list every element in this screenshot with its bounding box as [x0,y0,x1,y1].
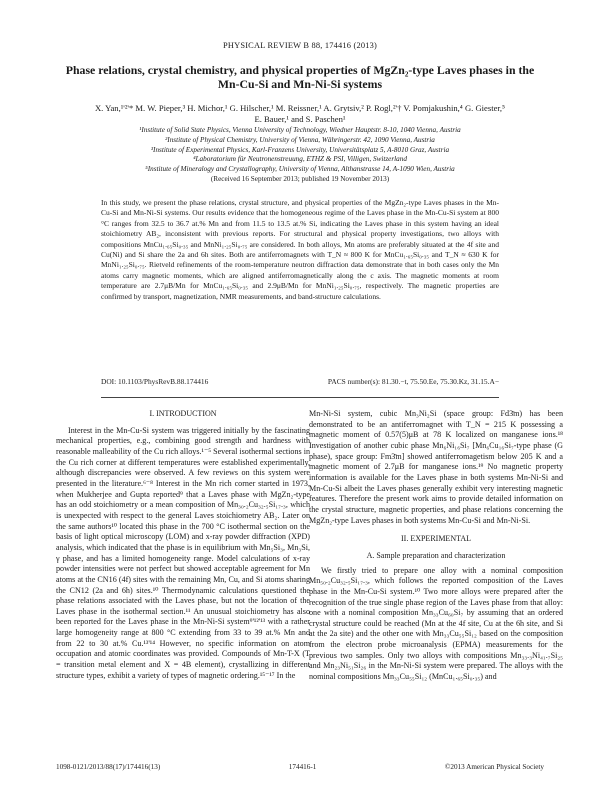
pacs-numbers: PACS number(s): 81.30.−t, 75.50.Ee, 75.30.Kz, 31.15.A− [327,377,499,386]
page-footer [56,763,544,771]
left-column [56,409,310,681]
running-header: PHYSICAL REVIEW B 88, 174416 (2013) [222,41,378,50]
sample-preparation-paragraph: We firstly tried to prepare one alloy with a nominal composition Mn₅₀.₂Cu₃₂.₅Si₁₇.₃, which follows the reported composition of the Laves phase in the Mn-Cu-Si system.¹⁰ Two more alloys were prepared after the recognition of the true single phase region of the Laves phase from that alloy: one with a nominal composition Mn₃₃Cu₆₀Si₇ by assuming that an ordered crystal structure could be reached (Mn at the 4f site, Cu at the 6h site, and Si at the 2a site) and the other one with Mn₃₃Cu₅₅Si₁₂ based on the composition from the electron probe microanalysis (EPMA) measurements for the previous two samples. Only two alloys with compositions Mn₃₃.₃Ni₄₁.₇Si₂₅ and Mn₂₃Ni₅₁Si₂₆ in the Mn-Ni-Si system were prepared. The alloys with the nominal compositions Mn₃₃Cu₅₅Si₁₂ (MnCu₁.₆₅Si₀.₃₅) and [309,565,563,682]
footer-page-number: 174416-1 [288,763,317,771]
affiliation-2: ²Institute of Physical Chemistry, University of Vienna, Währingerstr. 42, 1090 Vienna, Austria [165,135,435,144]
affiliation-5: ⁵Institute of Mineralogy and Crystallography, University of Vienna, Althanstrasse 14, A-1090 Wien, Austria [145,165,455,174]
introduction-continued-paragraph: Mn-Ni-Si system, cubic Mn₃Ni₂Si (space group: Fd3̄m) has been demonstrated to be an antiferromagnet with T_N = 215 K possessing a magnetic moment of 0.57(5)μB at 78 K localized on manganese ions.¹⁸ Investigation of another cubic phase Mn₆Ni₁₆Si₇ [Mn₆Cu₁₆Si₇-type phase (G phase), space group: Fm3̄m] showed antiferromagetism below 205 K and a magnetic moment of 2.7μB for manganese ions.¹⁹ No magnetic property information is available for the Laves phase in both systems Mn-Ni-Si and Mn-Cu-Si albeit the Laves phases generally exhibit very interesting magnetic features. Therefore the present work aims to provide detailed information on the crystal structure, magnetic properties, and phase relations concerning the MgZn₂-type Laves phases in both systems Mn-Cu-Si and Mn-Ni-Si. [309,409,563,525]
abstract-divider [101,397,499,398]
title-line-2: Mn-Cu-Si and Mn-Ni-Si systems [217,77,383,91]
author-list [44,103,556,125]
doi-pacs-line [101,377,499,386]
abstract: In this study, we present the phase relations, crystal structure, and physical properties of the MgZn₂-type Laves phases in the Mn-Cu-Si and Mn-Ni-Si systems. Our results evidence that the homogeneous regime of the Laves phase in the Mn-Cu-Si system at 800 °C ranges from 32.5 to 36.7 at.% Mn and from 11.5 to 13.5 at.% Si, indicating the Laves phase in this system having an ideal stoichiometry AB₂, inconsistent with previous reports. For structural and physical property investigations, two alloys with compositions MnCu₁.₆₅Si₀.₃₅ and MnNi₁.₂₅Si₀.₇₅ are considered. In both alloys, Mn atoms are preferably situated at the 4f site and Cu(Ni) and Si share the 2a and 6h sites. Both are antiferromagnets with T_N ≈ 800 K for MnCu₁.₆₅Si₀.₃₅ and T_N ≈ 630 K for MnNi₁.₂₅Si₀.₇₅. Rietveld refinements of the room-temperature neutron diffraction data demonstrate that in both cases only the Mn atoms carry magnetic moments, which are aligned antiferromagnetically along the c axis. The magnetic moments at room temperature are 2.7μB/Mn for MnCu₁.₆₅Si₀.₃₅ and 2.9μB/Mn for MnNi₁.₂₅Si₀.₇₅, respectively. The magnetic properties are confirmed by transport, magnetization, NMR measurements, and band-structure calculations. [101,198,499,301]
affiliation-1: ¹Institute of Solid State Physics, Vienna University of Technology, Wiedner Hauptstr. 8-10, 1040 Vienna, Austria [139,126,461,134]
section-heading-introduction: I. INTRODUCTION [149,409,217,418]
title-line-1: Phase relations, crystal chemistry, and physical properties of MgZn₂-type Laves phases in the [65,63,535,77]
doi-link[interactable]: DOI: 10.1103/PhysRevB.88.174416 [101,377,209,386]
footer-copyright: ©2013 American Physical Society [444,763,544,771]
authors-line-2: E. Bauer,¹ and S. Paschen¹ [254,114,346,125]
paper-title [56,63,544,91]
affiliation-3: ³Institute of Experimental Physics, Karl-Franzens University, Universitätsplatz 5, A-8010 Graz, Austria [150,145,450,154]
authors-line-1: X. Yan,¹'²'* M. W. Pieper,³ H. Michor,¹ G. Hilscher,¹ M. Reissner,¹ A. Grytsiv,² P. Rogl,²'† V. Pomjakushin,⁴ G. Giester,⁵ [94,103,506,113]
right-column [309,409,563,683]
affiliation-4: ⁴Laboratorium für Neutronenstreuung, ETHZ & PSI, Villigen, Switzerland [193,155,407,164]
introduction-paragraph: Interest in the Mn-Cu-Si system was triggered initially by the fascinating mechanical properties, e.g., combining good strength and hardness with reasonable malleability of the Cu rich alloys.¹⁻⁵ Several isothermal sections in the Cu rich corner at different temperatures were established experimentally, although discrepancies were observed. A few reviews on this system were presented in the literature.⁶⁻⁸ Interest in the Mn rich corner started in 1973, when Mukherjee and Gupta reported⁹ that a Laves phase with MgZn₂-type has an odd stoichiometry or a mean composition of Mn₃₀.₂Cu₃₂.₅Si₁₇.₃, which is unexpected with respect to the general Laves stoichiometry AB₂. Later on the same authors¹⁰ located this phase in the 700 °C isothermal section on the basis of light optical microscopy (LOM) and x-ray powder diffraction (XPD) analysis, which indicated that the phase is in equilibrium with Mn₅Si₃, Mn₃Si, γ phase, and has a limited homogeneity range. Model calculations of x-ray powder intensities were not perfect but showed acceptable agreement for Mn atoms at the CN16 (4f) sites with the remaining Mn, Cu, and Si atoms sharing the CN12 (2a and 6h) sites.¹⁰ Thermodynamic calculations questioned the phase relations associated with the Laves phase, but not the location of the Laves phase in the isothermal section.¹¹ An unusual stoichiometry has also been reported for the Laves phase in the Mn-Ni-Si system⁹'¹²'¹³ with a rather large homogeneity range at 800 °C extending from 33 to 39 at.% Mn and from 22 to 30 at.% Cu.¹³'¹⁴ However, no specific information on atom occupation and atomic coordinates was provided. Compounds of Mn-T-X (T = transition metal element and X = 4B element), crystallizing in different structure types, exhibit a variety of types of magnetic ordering.¹⁵⁻¹⁷ In the [56,425,310,680]
footer-issn: 1098-0121/2013/88(17)/174416(13) [56,763,161,771]
received-dates: (Received 16 September 2013; published 19 November 2013) [210,174,390,183]
affiliations [50,126,550,185]
subsection-heading-sample-preparation: A. Sample preparation and characterization [366,550,506,560]
section-heading-experimental: II. EXPERIMENTAL [400,534,471,544]
